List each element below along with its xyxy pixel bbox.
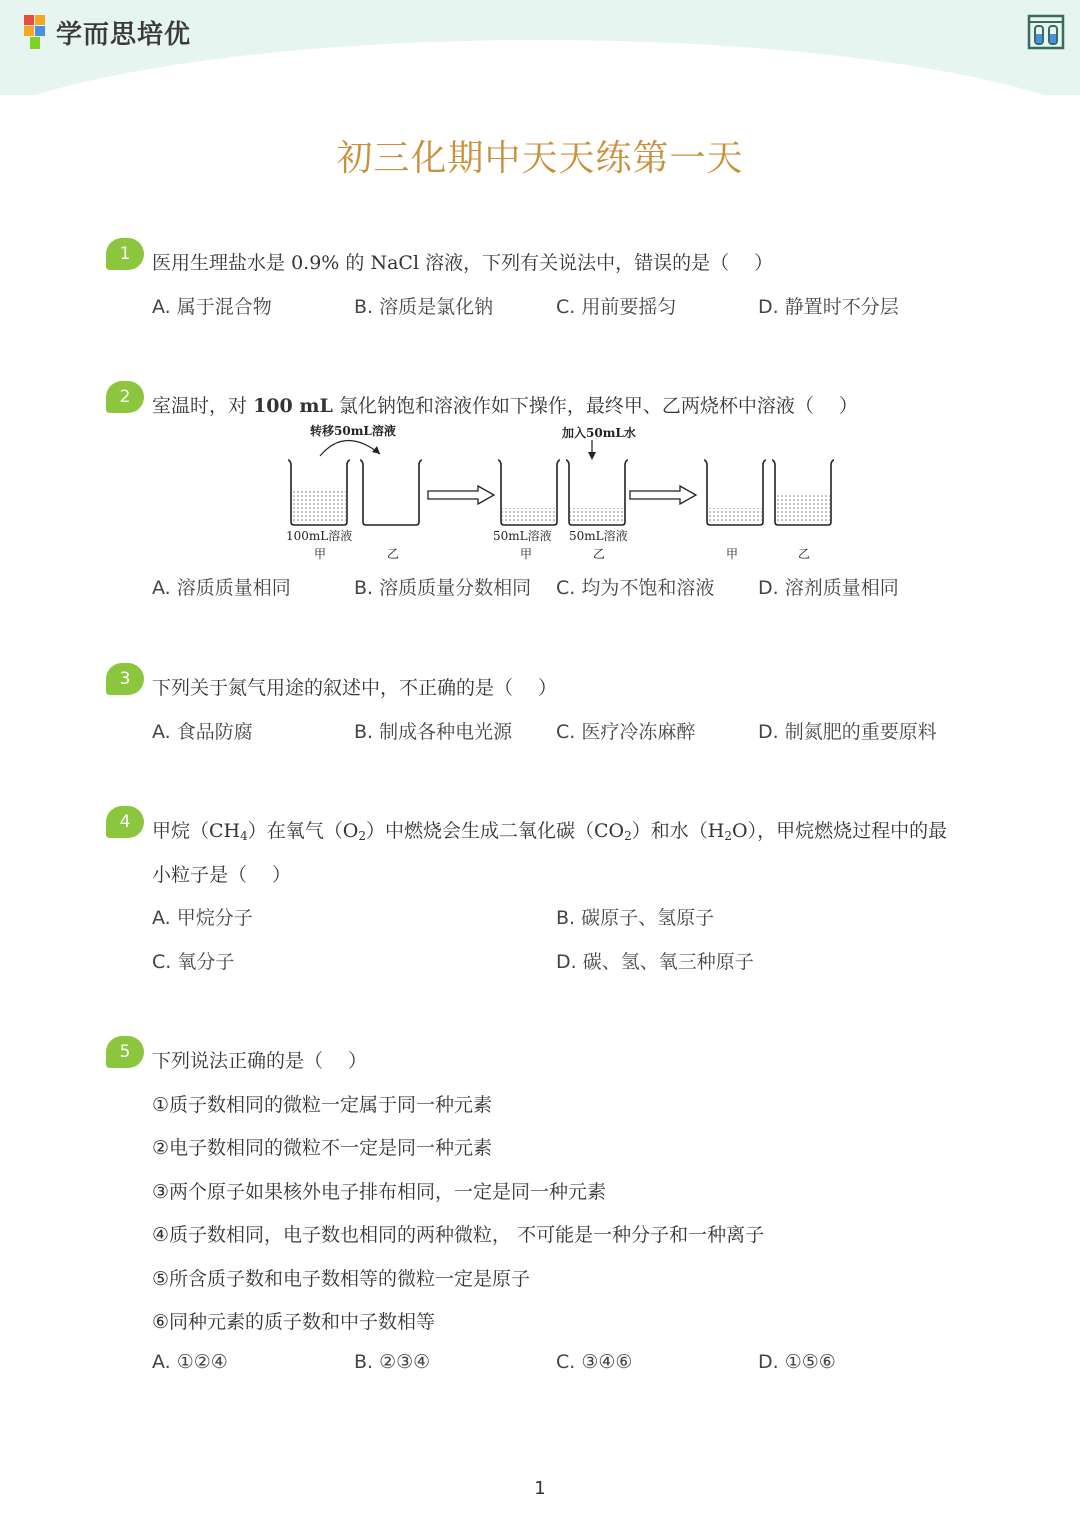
bookshelf-icon [1026, 12, 1066, 52]
question-text: 下列说法正确的是（ ） [152, 1050, 368, 1072]
option-d[interactable]: D. ①⑤⑥ [758, 1351, 836, 1373]
question-text-line2: 小粒子是（ ） [152, 864, 292, 886]
option-c[interactable]: C. 用前要摇匀 [556, 296, 677, 318]
statement-1: ①质子数相同的微粒一定属于同一种元素 [152, 1094, 493, 1116]
statement-5: ⑤所含质子数和电子数相等的微粒一定是原子 [152, 1268, 531, 1290]
question-number-badge: 2 [106, 381, 144, 413]
q4-text-1: 甲烷（ [152, 820, 210, 842]
beaker2-name: 乙 [387, 547, 400, 561]
beaker-yi-50ml [566, 460, 628, 525]
hollow-arrow-1 [428, 486, 494, 504]
brand-name: 学而思培优 [56, 19, 192, 50]
option-c[interactable]: C. 均为不饱和溶液 [556, 577, 715, 599]
option-d[interactable]: D. 静置时不分层 [758, 296, 899, 318]
formula-co2: $CO_2$ [594, 820, 632, 843]
q1-formula: NaCl [370, 252, 420, 274]
beaker5-name: 甲 [726, 547, 739, 561]
add-water-label: 加入50mL水 [562, 426, 636, 440]
option-d[interactable]: D. 溶剂质量相同 [758, 577, 899, 599]
beaker4-name: 乙 [593, 547, 606, 561]
statement-2: ②电子数相同的微粒不一定是同一种元素 [152, 1137, 493, 1159]
beaker-yi-empty [360, 460, 422, 525]
option-a[interactable]: A. 溶质质量相同 [152, 577, 291, 599]
option-b[interactable]: B. ②③④ [354, 1351, 431, 1373]
beaker-jia-final [704, 460, 766, 525]
q4-text-4: ）和水（ [631, 820, 708, 842]
q1-percent: 0.9% [291, 252, 340, 274]
page-number: 1 [534, 1478, 546, 1499]
beaker4-volume-label: 50mL溶液 [569, 529, 628, 543]
beaker3-name: 甲 [520, 547, 533, 561]
option-b[interactable]: B. 溶质是氯化钠 [354, 296, 494, 318]
statement-4: ④质子数相同，电子数也相同的两种微粒， 不可能是一种分子和一种离子 [152, 1224, 765, 1246]
option-b[interactable]: B. 溶质质量分数相同 [354, 577, 532, 599]
brand-logo [22, 12, 191, 52]
option-a[interactable]: A. ①②④ [152, 1351, 228, 1373]
page-header [0, 0, 1080, 95]
beaker-jia-50ml [498, 460, 560, 525]
q2-text-c: 氯化钠饱和溶液作如下操作，最终甲、乙两烧杯中溶液（ ） [338, 395, 858, 417]
question-text [152, 248, 773, 275]
beaker1-name: 甲 [314, 547, 327, 561]
beaker3-volume-label: 50mL溶液 [493, 529, 552, 543]
question-number-badge: 1 [106, 238, 144, 270]
logo-mark-icon [22, 13, 50, 51]
question-number-badge: 4 [106, 806, 144, 838]
question-text: 下列关于氮气用途的叙述中，不正确的是（ ） [152, 677, 558, 699]
formula-h2o: $H_2O$ [707, 820, 748, 843]
q4-text-5: ），甲烷燃烧过程中的最 [747, 820, 948, 842]
q2-volume: 100 mL [253, 395, 333, 417]
option-d[interactable]: D. 碳、氢、氧三种原子 [556, 951, 754, 973]
q1-text-e: 溶液，下列有关说法中，错误的是（ ） [425, 252, 774, 274]
q4-text-2: ）在氧气（ [247, 820, 343, 842]
q1-text-a: 医用生理盐水是 [152, 252, 286, 274]
hollow-arrow-2 [630, 486, 696, 504]
question-text [152, 391, 858, 418]
beaker1-volume-label: 100mL溶液 [286, 529, 353, 543]
option-c[interactable]: C. 氧分子 [152, 951, 235, 973]
option-b[interactable]: B. 碳原子、氢原子 [556, 907, 715, 929]
statement-6: ⑥同种元素的质子数和中子数相等 [152, 1311, 436, 1333]
beaker-yi-final [772, 460, 834, 525]
q4-text-3: ）中燃烧会生成二氧化碳（ [366, 820, 595, 842]
option-c[interactable]: C. 医疗冷冻麻醉 [556, 721, 696, 743]
q1-text-c: 的 [345, 252, 365, 274]
option-c[interactable]: C. ③④⑥ [556, 1351, 633, 1373]
question-text [152, 816, 947, 843]
option-d[interactable]: D. 制氮肥的重要原料 [758, 721, 937, 743]
transfer-arrow [320, 440, 380, 456]
option-b[interactable]: B. 制成各种电光源 [354, 721, 513, 743]
q2-text-a: 室温时，对 [152, 395, 248, 417]
formula-o2: $O_2$ [342, 820, 366, 843]
page-title: 初三化期中天天练第一天 [336, 138, 744, 179]
beaker6-name: 乙 [798, 547, 811, 561]
question-number-badge: 5 [106, 1036, 144, 1068]
option-a[interactable]: A. 甲烷分子 [152, 907, 253, 929]
formula-ch4: $CH_4$ [209, 820, 248, 843]
beaker-diagram [280, 418, 840, 566]
option-a[interactable]: A. 食品防腐 [152, 721, 253, 743]
question-number-badge: 3 [106, 663, 144, 695]
beaker-jia-100ml [288, 460, 350, 525]
statement-3: ③两个原子如果核外电子排布相同，一定是同一种元素 [152, 1181, 607, 1203]
transfer-label: 转移50mL溶液 [310, 424, 396, 438]
option-a[interactable]: A. 属于混合物 [152, 296, 272, 318]
